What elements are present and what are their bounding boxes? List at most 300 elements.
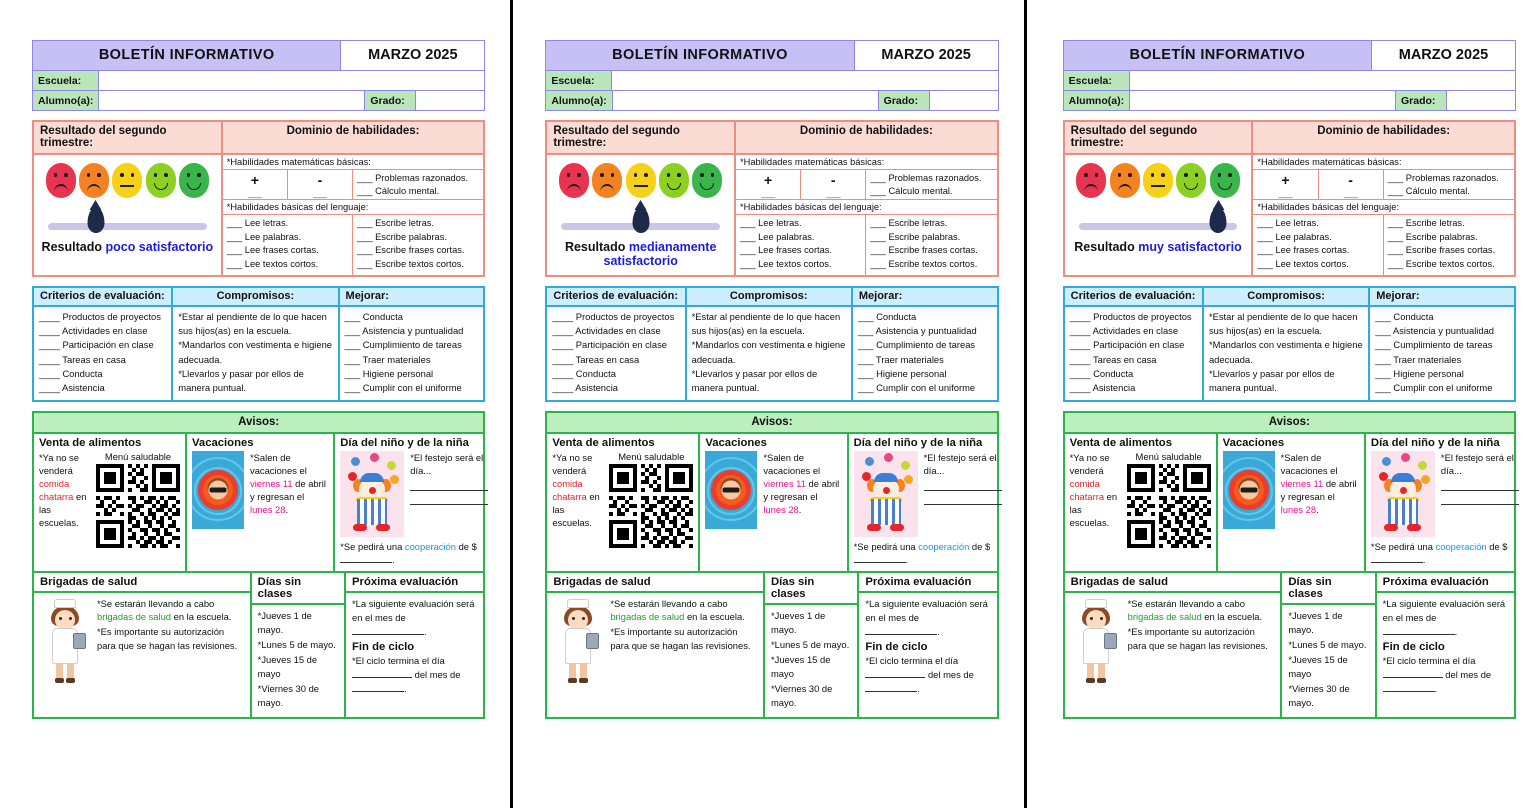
face-green-happy[interactable] bbox=[1210, 163, 1240, 198]
panel2-title: BOLETÍN INFORMATIVO bbox=[546, 41, 854, 70]
brigades-highlight: brigadas de salud bbox=[97, 611, 172, 623]
school-label: Escuela: bbox=[33, 71, 99, 90]
notices-heading: Avisos: bbox=[1065, 413, 1514, 434]
commitment-item: *Estar al pendiente de lo que hacen sus hijos(as) en la escuela. bbox=[691, 310, 841, 337]
face-green-happy[interactable] bbox=[692, 163, 722, 198]
criteria-item[interactable]: ____ Actividades en clase bbox=[39, 325, 148, 337]
notice-food-sales bbox=[1065, 434, 1216, 571]
vacations-text: *Salen de vacaciones el viernes 11 de abril y regresan el lunes 28. bbox=[763, 451, 840, 516]
face-red-sad[interactable] bbox=[1076, 163, 1106, 198]
notices-heading: Avisos: bbox=[547, 413, 996, 434]
panel1-header-bar bbox=[32, 40, 485, 71]
math-item[interactable]: ___ Problemas razonados. bbox=[1387, 173, 1499, 183]
commitment-item: *Mandarlos con vestimenta e higiene adecuada. bbox=[1208, 339, 1363, 365]
improve-item[interactable]: ___ Asistencia y puntualidad bbox=[1375, 325, 1495, 337]
face-yellow-neutral[interactable] bbox=[1143, 163, 1173, 198]
notice-no-class-days bbox=[250, 573, 344, 717]
food-heading: Venta de alimentos bbox=[1069, 436, 1172, 449]
panel1-skills-domain bbox=[223, 155, 484, 275]
childrens-day-text-2: *Se pedirá una cooperación de $. bbox=[1370, 540, 1508, 565]
improve-heading: Mejorar: bbox=[1376, 289, 1420, 302]
panel3-title: BOLETÍN INFORMATIVO bbox=[1064, 41, 1372, 70]
lang-item[interactable]: ___ Lee frases cortas. bbox=[740, 245, 833, 256]
no-class-item: *Jueves 15 de mayo bbox=[257, 653, 318, 680]
grade-label: Grado: bbox=[878, 91, 930, 110]
child-in-pool-float-image bbox=[705, 451, 757, 529]
lang-item[interactable]: ___ Lee palabras. bbox=[740, 231, 815, 242]
criteria-item[interactable]: ____ Conducta bbox=[39, 367, 103, 379]
brigades-text: *Se estarán llevando a cabo brigadas de salud en la escuela. *Es importante su autorización para que se hagan las revisiones. bbox=[610, 597, 751, 651]
menu-caption: Menú saludable bbox=[104, 450, 172, 462]
lang-item[interactable]: ___ Lee letras. bbox=[740, 218, 802, 229]
next-eval-text: *La siguiente evaluación será en el mes de . bbox=[352, 597, 475, 638]
panel2-result-line bbox=[551, 240, 730, 268]
satisfaction-slider[interactable] bbox=[48, 212, 207, 236]
improve-item[interactable]: ___ Asistencia y puntualidad bbox=[344, 325, 464, 337]
face-lightgreen-happy[interactable] bbox=[146, 163, 176, 198]
food-highlight: comida chatarra bbox=[552, 477, 587, 502]
criteria-item[interactable]: ____ Asistencia bbox=[552, 382, 618, 394]
no-class-item: *Lunes 5 de mayo. bbox=[771, 638, 850, 650]
criteria-item[interactable]: ____ Conducta bbox=[552, 367, 616, 379]
no-class-item: *Jueves 1 de mayo. bbox=[771, 609, 826, 636]
grade-label: Grado: bbox=[364, 91, 416, 110]
lang-item[interactable]: ___ Escribe letras. bbox=[870, 218, 948, 229]
qr-code-healthy-menu[interactable] bbox=[1127, 464, 1211, 548]
childrens-day-blank-1[interactable] bbox=[924, 480, 1002, 491]
school-input[interactable] bbox=[99, 71, 484, 90]
math-item[interactable]: ___ Problemas razonados. bbox=[357, 173, 469, 183]
criteria-item[interactable]: ____ Tareas en casa bbox=[39, 353, 126, 365]
commitments-list bbox=[687, 307, 853, 400]
no-class-heading: Días sin clases bbox=[765, 573, 857, 605]
lang-item[interactable]: ___ Lee frases cortas. bbox=[226, 245, 319, 256]
commitments-heading: Compromisos: bbox=[173, 288, 339, 305]
language-items-row bbox=[223, 215, 484, 275]
improve-item[interactable]: ___ Cumplir con el uniforme bbox=[857, 382, 976, 394]
improve-item[interactable]: ___ Cumplimiento de tareas bbox=[344, 339, 462, 351]
newsletter-panel-1 bbox=[0, 0, 510, 808]
no-class-heading: Días sin clases bbox=[1282, 573, 1374, 605]
language-skills-title: *Habilidades básicas del lenguaje: bbox=[736, 200, 997, 215]
face-lightgreen-happy[interactable] bbox=[659, 163, 689, 198]
improve-item[interactable]: ___ Cumplir con el uniforme bbox=[1375, 382, 1493, 394]
criteria-list bbox=[547, 307, 686, 400]
qr-code-healthy-menu[interactable] bbox=[96, 464, 180, 548]
menu-caption: Menú saludable bbox=[618, 450, 685, 462]
student-input[interactable] bbox=[99, 91, 364, 110]
next-eval-text: *La siguiente evaluación será en el mes de . bbox=[865, 597, 988, 638]
criteria-item[interactable]: ____ Conducta bbox=[1069, 367, 1134, 379]
no-class-item: *Viernes 30 de mayo. bbox=[257, 682, 320, 709]
panel1-title: BOLETÍN INFORMATIVO bbox=[33, 41, 341, 70]
student-input[interactable] bbox=[1130, 91, 1395, 110]
lang-item[interactable]: ___ Escribe textos cortos. bbox=[357, 259, 464, 270]
childrens-day-text-2: *Se pedirá una cooperación de $. bbox=[853, 540, 991, 565]
criteria-item[interactable]: ____ Participación en clase bbox=[552, 339, 667, 351]
skills-heading: Dominio de habilidades: bbox=[799, 125, 933, 137]
criteria-item[interactable]: ____ Productos de proyectos bbox=[39, 310, 161, 322]
vacations-text bbox=[250, 451, 328, 529]
skills-heading: Dominio de habilidades: bbox=[286, 125, 420, 137]
panel3-student-row bbox=[1063, 91, 1516, 111]
lang-item[interactable]: ___ Lee letras. bbox=[226, 218, 289, 229]
lang-item[interactable]: ___ Lee palabras. bbox=[226, 231, 302, 242]
food-heading: Venta de alimentos bbox=[552, 436, 655, 449]
cycle-month-blank[interactable] bbox=[1383, 682, 1435, 692]
school-input[interactable] bbox=[612, 71, 997, 90]
face-green-happy[interactable] bbox=[179, 163, 209, 198]
criteria-heading: Criterios de evaluación: bbox=[34, 288, 173, 305]
childrens-day-text-1: *El festejo será el día... bbox=[1440, 451, 1514, 476]
improve-heading: Mejorar: bbox=[858, 289, 903, 302]
childrens-day-blank-2[interactable] bbox=[924, 494, 1002, 505]
improve-item[interactable]: ___ Traer materiales bbox=[857, 353, 944, 365]
math-skills-title: *Habilidades matemáticas básicas: bbox=[736, 155, 997, 170]
criteria-item[interactable]: ____ Asistencia bbox=[1069, 382, 1136, 394]
commitment-item: *Mandarlos con vestimenta e higiene adecuada. bbox=[691, 339, 846, 365]
improve-item[interactable]: ___ Higiene personal bbox=[344, 367, 434, 379]
language-skills-title: *Habilidades básicas del lenguaje: bbox=[1253, 200, 1514, 215]
lang-item[interactable]: ___ Escribe palabras. bbox=[357, 231, 447, 242]
grade-input[interactable] bbox=[1447, 91, 1515, 110]
newsletter-panel-2 bbox=[513, 0, 1023, 808]
notices-heading: Avisos: bbox=[34, 413, 483, 434]
criteria-item[interactable]: ____ Asistencia bbox=[39, 382, 105, 394]
clown-juggling-image bbox=[854, 451, 918, 537]
commitment-item: *Estar al pendiente de lo que hacen sus hijos(as) en la escuela. bbox=[178, 310, 327, 337]
language-skills-title: *Habilidades básicas del lenguaje: bbox=[223, 200, 484, 215]
result-value: poco satisfactorio bbox=[105, 240, 214, 254]
next-eval-month-blank[interactable] bbox=[352, 625, 424, 635]
vac-highlight-2: lunes 28 bbox=[250, 504, 286, 516]
grade-label: Grado: bbox=[1395, 91, 1447, 110]
nurse-with-clipboard-image bbox=[553, 597, 603, 685]
improve-list bbox=[853, 307, 997, 400]
improve-item[interactable]: ___ Higiene personal bbox=[857, 367, 947, 379]
face-scale bbox=[38, 163, 217, 198]
commitments-list bbox=[1204, 307, 1370, 400]
slider-marker-pin[interactable] bbox=[632, 207, 649, 233]
brigades-heading: Brigadas de salud bbox=[1065, 573, 1281, 593]
panel3-notices-section bbox=[1063, 411, 1516, 719]
satisfaction-slider[interactable] bbox=[1079, 212, 1238, 236]
trimester-heading: Resultado del segundo trimestre: bbox=[547, 122, 736, 153]
student-label: Alumno(a): bbox=[33, 91, 99, 110]
face-scale bbox=[1069, 163, 1248, 198]
brigades-text: *Se estarán llevando a cabo brigadas de salud en la escuela. *Es importante su autorización para que se hagan las revisiones. bbox=[97, 597, 244, 685]
childrens-day-blank-2[interactable] bbox=[1441, 494, 1519, 505]
result-prefix: Resultado bbox=[564, 240, 626, 254]
math-item[interactable]: ___ Problemas razonados. bbox=[870, 173, 982, 183]
menu-caption: Menú saludable bbox=[1135, 450, 1202, 462]
math-item[interactable]: ___ Cálculo mental. bbox=[1387, 185, 1470, 196]
face-red-sad[interactable] bbox=[559, 163, 589, 198]
vac-text-3: . bbox=[285, 504, 289, 516]
cycle-day-blank[interactable] bbox=[352, 668, 412, 678]
next-eval-heading: Próxima evaluación bbox=[1377, 573, 1514, 593]
satisfaction-slider[interactable] bbox=[561, 212, 720, 236]
improve-item[interactable]: ___ Cumplimiento de tareas bbox=[1375, 339, 1493, 351]
panel3-results-skills-section bbox=[1063, 120, 1516, 277]
commitment-item: *Llevarlos y pasar por ellos de manera puntual. bbox=[178, 367, 304, 394]
panel1-results-skills-headers bbox=[34, 122, 483, 155]
commitments-heading: Compromisos: bbox=[1204, 288, 1370, 305]
brigades-text-3: *Es importante su autorización para que se hagan las revisiones. bbox=[97, 626, 238, 651]
math-op-minus[interactable]: - ___ bbox=[288, 170, 353, 199]
lang-item[interactable]: ___ Lee letras. bbox=[1257, 218, 1319, 229]
child-in-pool-float-image bbox=[192, 451, 244, 529]
commitment-item: *Llevarlos y pasar por ellos de manera puntual. bbox=[691, 367, 818, 394]
clown-juggling-image bbox=[340, 451, 404, 537]
panel2-month: MARZO 2025 bbox=[855, 41, 998, 70]
childrens-day-text-1: *El festejo será el día... bbox=[410, 451, 484, 476]
next-eval-month-blank[interactable] bbox=[1383, 625, 1455, 635]
criteria-item[interactable]: ____ Participación en clase bbox=[39, 339, 154, 351]
notice-childrens-day bbox=[333, 434, 493, 571]
language-writing-col bbox=[1384, 215, 1514, 275]
no-class-item: *Jueves 1 de mayo. bbox=[257, 609, 312, 636]
food-text: *Ya no se venderá comida chatarra en las escuelas. bbox=[552, 451, 600, 529]
cycle-day-blank[interactable] bbox=[1383, 668, 1443, 678]
next-eval-text: *La siguiente evaluación será en el mes de . bbox=[1382, 597, 1506, 638]
notice-next-evaluation bbox=[857, 573, 996, 717]
slider-track bbox=[48, 223, 207, 230]
notice-vacations bbox=[185, 434, 333, 571]
notice-health-brigades bbox=[34, 573, 250, 717]
improve-item[interactable]: ___ Higiene personal bbox=[1375, 367, 1464, 379]
math-item[interactable]: ___ Cálculo mental. bbox=[357, 185, 440, 196]
panel1-school-row bbox=[32, 71, 485, 91]
face-orange-sad[interactable] bbox=[1110, 163, 1140, 198]
cycle-end-heading: Fin de ciclo bbox=[865, 641, 928, 654]
notice-no-class-days bbox=[1280, 573, 1374, 717]
panel1-results-skills-section bbox=[32, 120, 485, 277]
face-lightgreen-happy[interactable] bbox=[1176, 163, 1206, 198]
food-highlight: comida chatarra bbox=[1069, 477, 1105, 502]
improve-item[interactable]: ___ Traer materiales bbox=[344, 353, 431, 365]
lang-item[interactable]: ___ Escribe palabras. bbox=[870, 231, 961, 242]
childrens-day-blank-2[interactable] bbox=[410, 494, 488, 505]
face-yellow-neutral[interactable] bbox=[112, 163, 142, 198]
lang-item[interactable]: ___ Escribe textos cortos. bbox=[1387, 259, 1495, 270]
notice-childrens-day bbox=[1364, 434, 1524, 571]
childrens-day-heading: Día del niño y de la niña bbox=[1370, 436, 1500, 449]
math-ops-row bbox=[223, 170, 484, 200]
lang-item[interactable]: ___ Escribe letras. bbox=[357, 218, 435, 229]
improve-item[interactable]: ___ Conducta bbox=[857, 310, 917, 322]
panel2-satisfaction-scale bbox=[547, 155, 736, 275]
improve-item[interactable]: ___ Cumplir con el uniforme bbox=[344, 382, 462, 394]
school-input[interactable] bbox=[1130, 71, 1515, 90]
language-writing-col bbox=[353, 215, 483, 275]
vacations-heading: Vacaciones bbox=[1222, 436, 1285, 449]
notice-vacations bbox=[698, 434, 846, 571]
math-skills-title: *Habilidades matemáticas básicas: bbox=[223, 155, 484, 170]
criteria-item[interactable]: ____ Tareas en casa bbox=[1069, 353, 1157, 365]
grade-input[interactable] bbox=[416, 91, 484, 110]
no-class-heading: Días sin clases bbox=[252, 573, 344, 605]
no-class-item: *Lunes 5 de mayo. bbox=[1288, 638, 1367, 650]
cooperation-amount-blank[interactable] bbox=[1371, 553, 1423, 563]
lang-item[interactable]: ___ Lee frases cortas. bbox=[1257, 245, 1350, 256]
math-op-plus[interactable]: + ___ bbox=[736, 170, 801, 199]
student-label: Alumno(a): bbox=[546, 91, 612, 110]
panel3-satisfaction-scale bbox=[1065, 155, 1254, 275]
lang-item[interactable]: ___ Lee textos cortos. bbox=[226, 259, 319, 270]
brigades-text: *Se estarán llevando a cabo brigadas de salud en la escuela. *Es importante su autorización para que se hagan las revisiones. bbox=[1127, 597, 1268, 651]
notice-no-class-days bbox=[763, 573, 857, 717]
panel1-result-line bbox=[38, 240, 217, 254]
lang-item[interactable]: ___ Escribe palabras. bbox=[1387, 231, 1478, 242]
next-eval-month-blank[interactable] bbox=[865, 625, 937, 635]
grade-input[interactable] bbox=[930, 91, 998, 110]
math-op-minus[interactable]: - ___ bbox=[1319, 170, 1384, 199]
notice-food-sales bbox=[547, 434, 698, 571]
panel3-school-row bbox=[1063, 71, 1516, 91]
cycle-end-heading: Fin de ciclo bbox=[352, 641, 415, 654]
qr-code-healthy-menu[interactable] bbox=[609, 464, 693, 548]
clown-juggling-image bbox=[1371, 451, 1435, 537]
childrens-day-blank-1[interactable] bbox=[410, 480, 488, 491]
lang-item[interactable]: ___ Escribe textos cortos. bbox=[870, 259, 978, 270]
commitments-heading: Compromisos: bbox=[687, 288, 853, 305]
panel3-evaluation-section bbox=[1063, 286, 1516, 402]
lang-item[interactable]: ___ Escribe frases cortas. bbox=[357, 245, 465, 256]
panel2-evaluation-section bbox=[545, 286, 998, 402]
trimester-heading: Resultado del segundo trimestre: bbox=[34, 122, 223, 153]
result-value: muy satisfactorio bbox=[1138, 240, 1242, 254]
panel1-evaluation-section bbox=[32, 286, 485, 402]
face-yellow-neutral[interactable] bbox=[626, 163, 656, 198]
cycle-end-text: *El ciclo termina el día del mes de . bbox=[352, 655, 461, 695]
improve-list bbox=[340, 307, 484, 400]
vac-highlight-1: viernes 11 bbox=[250, 477, 293, 489]
vacations-text: *Salen de vacaciones el viernes 11 de abril y regresan el lunes 28. bbox=[1280, 451, 1357, 516]
improve-item[interactable]: ___ Traer materiales bbox=[1375, 353, 1462, 365]
math-item[interactable]: ___ Cálculo mental. bbox=[870, 185, 953, 196]
cycle-month-blank[interactable] bbox=[352, 682, 404, 692]
slider-marker-pin[interactable] bbox=[1210, 207, 1227, 233]
lang-item[interactable]: ___ Lee textos cortos. bbox=[740, 259, 832, 270]
notice-next-evaluation bbox=[344, 573, 483, 717]
lang-item[interactable]: ___ Escribe frases cortas. bbox=[870, 245, 978, 256]
slider-marker-pin[interactable] bbox=[87, 207, 104, 233]
newsletter-panel-3 bbox=[1027, 0, 1536, 808]
food-text-1: *Ya no se venderá bbox=[39, 451, 79, 476]
criteria-item[interactable]: ____ Actividades en clase bbox=[1069, 325, 1179, 337]
vac-text-1: *Salen de vacaciones el bbox=[250, 451, 307, 476]
skills-heading: Dominio de habilidades: bbox=[1317, 125, 1451, 137]
cooperacion-highlight: cooperación bbox=[404, 540, 456, 552]
vac-text-2: de abril y regresan el bbox=[250, 477, 326, 502]
cycle-day-blank[interactable] bbox=[865, 668, 925, 678]
criteria-list bbox=[34, 307, 173, 400]
panel1-month: MARZO 2025 bbox=[341, 41, 484, 70]
language-reading-col bbox=[1253, 215, 1383, 275]
no-class-item: *Jueves 15 de mayo bbox=[771, 653, 831, 680]
criteria-item[interactable]: ____ Actividades en clase bbox=[552, 325, 661, 337]
no-class-item: *Lunes 5 de mayo. bbox=[257, 638, 336, 650]
nurse-with-clipboard-image bbox=[1071, 597, 1121, 685]
cooperation-amount-blank[interactable] bbox=[854, 553, 906, 563]
lang-item[interactable]: ___ Escribe frases cortas. bbox=[1387, 245, 1496, 256]
childrens-day-heading: Día del niño y de la niña bbox=[340, 436, 469, 449]
commitment-item: *Estar al pendiente de lo que hacen sus hijos(as) en la escuela. bbox=[1208, 310, 1358, 337]
panel3-skills-domain bbox=[1253, 155, 1514, 275]
lang-item[interactable]: ___ Escribe letras. bbox=[1387, 218, 1465, 229]
language-reading-col bbox=[223, 215, 353, 275]
math-skills-title: *Habilidades matemáticas básicas: bbox=[1253, 155, 1514, 170]
cycle-end-heading: Fin de ciclo bbox=[1382, 641, 1445, 654]
improve-item[interactable]: ___ Conducta bbox=[1375, 310, 1434, 322]
next-eval-heading: Próxima evaluación bbox=[346, 573, 483, 593]
vacations-heading: Vacaciones bbox=[705, 436, 767, 449]
notice-health-brigades bbox=[1065, 573, 1281, 717]
next-eval-heading: Próxima evaluación bbox=[859, 573, 996, 593]
panel1-satisfaction-scale bbox=[34, 155, 223, 275]
criteria-item[interactable]: ____ Participación en clase bbox=[1069, 339, 1185, 351]
improve-item[interactable]: ___ Cumplimiento de tareas bbox=[857, 339, 976, 351]
no-class-item: *Jueves 1 de mayo. bbox=[1288, 609, 1343, 636]
face-orange-sad[interactable] bbox=[592, 163, 622, 198]
panel3-header-bar bbox=[1063, 40, 1516, 71]
panel2-header-bar bbox=[545, 40, 998, 71]
notice-food-sales bbox=[34, 434, 185, 571]
food-text bbox=[39, 451, 91, 553]
panel3-month: MARZO 2025 bbox=[1372, 41, 1515, 70]
childrens-day-blank-1[interactable] bbox=[1441, 480, 1519, 491]
vacations-heading: Vacaciones bbox=[192, 436, 254, 449]
math-op-minus[interactable]: - ___ bbox=[801, 170, 866, 199]
child-in-pool-float-image bbox=[1223, 451, 1275, 529]
lang-item[interactable]: ___ Lee palabras. bbox=[1257, 231, 1332, 242]
face-scale bbox=[551, 163, 730, 198]
criteria-item[interactable]: ____ Tareas en casa bbox=[552, 353, 640, 365]
lang-item[interactable]: ___ Lee textos cortos. bbox=[1257, 259, 1349, 270]
school-label: Escuela: bbox=[546, 71, 612, 90]
brigades-heading: Brigadas de salud bbox=[547, 573, 763, 593]
language-reading-col bbox=[736, 215, 866, 275]
face-red-sad[interactable] bbox=[46, 163, 76, 198]
childrens-day-text-2: *Se pedirá una cooperación de $. bbox=[340, 540, 477, 565]
food-text: *Ya no se venderá comida chatarra en las escuelas. bbox=[1069, 451, 1118, 529]
math-op-plus[interactable]: + ___ bbox=[1253, 170, 1318, 199]
cycle-end-text: *El ciclo termina el día del mes de . bbox=[865, 655, 974, 695]
improve-list bbox=[1370, 307, 1514, 400]
commitment-item: *Llevarlos y pasar por ellos de manera puntual. bbox=[1208, 367, 1335, 394]
notice-childrens-day bbox=[847, 434, 1007, 571]
panel2-school-row bbox=[545, 71, 998, 91]
math-op-plus[interactable]: + ___ bbox=[223, 170, 288, 199]
improve-item[interactable]: ___ Asistencia y puntualidad bbox=[857, 325, 977, 337]
improve-item[interactable]: ___ Conducta bbox=[344, 310, 403, 322]
cycle-month-blank[interactable] bbox=[865, 682, 917, 692]
student-input[interactable] bbox=[613, 91, 878, 110]
panel2-results-skills-section bbox=[545, 120, 998, 277]
criteria-item[interactable]: ____ Productos de proyectos bbox=[1069, 310, 1192, 322]
panel2-skills-domain bbox=[736, 155, 997, 275]
brigades-heading: Brigadas de salud bbox=[34, 573, 250, 593]
no-class-item: *Viernes 30 de mayo. bbox=[771, 682, 833, 709]
language-writing-col bbox=[866, 215, 996, 275]
notice-vacations bbox=[1216, 434, 1364, 571]
school-label: Escuela: bbox=[1064, 71, 1130, 90]
face-orange-sad[interactable] bbox=[79, 163, 109, 198]
childrens-day-heading: Día del niño y de la niña bbox=[853, 436, 983, 449]
criteria-item[interactable]: ____ Productos de proyectos bbox=[552, 310, 675, 322]
cooperation-amount-blank[interactable] bbox=[340, 553, 392, 563]
